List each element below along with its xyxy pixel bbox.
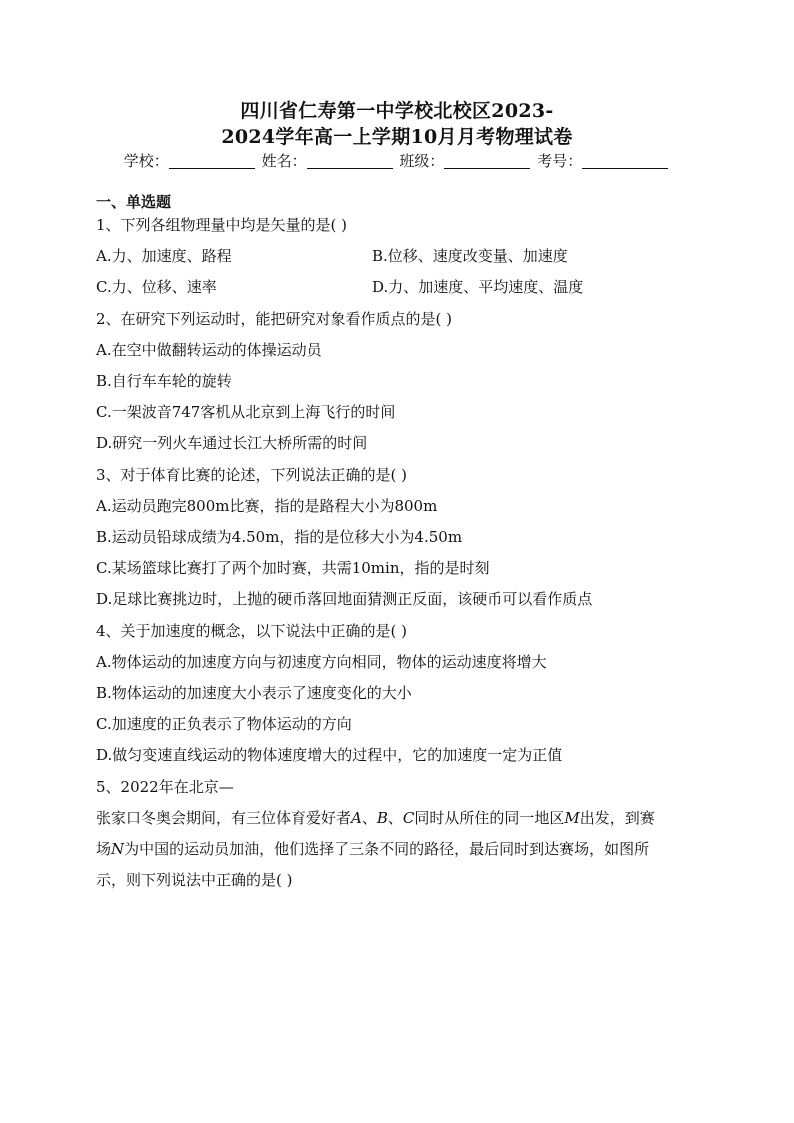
class-label: 班级： bbox=[399, 152, 445, 170]
q5-text: 场 bbox=[96, 840, 112, 858]
exam-title-line-2: 2024学年高一上学期10月月考物理试卷 bbox=[221, 126, 573, 148]
q5-text: 张家口冬奥会期间，有三位体育爱好者 bbox=[96, 809, 352, 827]
question-3-option-b: B.运动员铅球成绩为4.50m，指的是位移大小为4.50m bbox=[96, 528, 463, 546]
q5-var-b: B bbox=[376, 809, 388, 827]
question-4-option-a: A.物体运动的加速度方向与初速度方向相同，物体的运动速度将增大 bbox=[96, 653, 547, 671]
question-5-stem-line-3 bbox=[96, 838, 649, 859]
question-1-option-d: D.力、加速度、平均速度、温度 bbox=[372, 278, 584, 296]
class-blank bbox=[444, 152, 530, 169]
q5-text: 同时从所住的同一地区 bbox=[414, 809, 565, 827]
q5-text: 、 bbox=[361, 809, 377, 827]
question-2-stem: 2、在研究下列运动时，能把研究对象看作质点的是( ) bbox=[96, 310, 453, 328]
q5-text: 为中国的运动员加油，他们选择了三条不同的路径，最后同时到达赛场，如图所 bbox=[124, 840, 650, 858]
question-1-stem: 1、下列各组物理量中均是矢量的是( ) bbox=[96, 216, 348, 234]
question-2-option-d: D.研究一列火车通过长江大桥所需的时间 bbox=[96, 434, 368, 452]
question-3-option-c: C.某场篮球比赛打了两个加时赛，共需10min，指的是时刻 bbox=[96, 559, 490, 577]
exam-number-blank bbox=[582, 152, 668, 169]
school-blank bbox=[169, 152, 255, 169]
q5-text: 出发，到赛 bbox=[579, 809, 655, 827]
question-4-option-d: D.做匀变速直线运动的物体速度增大的过程中，它的加速度一定为正值 bbox=[96, 746, 563, 764]
question-3-stem: 3、对于体育比赛的论述，下列说法正确的是( ) bbox=[96, 466, 408, 484]
question-2-option-c: C.一架波音747客机从北京到上海飞行的时间 bbox=[96, 403, 396, 421]
name-label: 姓名： bbox=[261, 152, 307, 170]
question-4-option-c: C.加速度的正负表示了物体运动的方向 bbox=[96, 715, 352, 733]
q5-var-n: N bbox=[111, 840, 125, 858]
q5-text: 、 bbox=[387, 809, 403, 827]
q5-var-c: C bbox=[402, 809, 415, 827]
question-5-stem-line-2 bbox=[96, 807, 655, 828]
question-4-stem: 4、关于加速度的概念，以下说法中正确的是( ) bbox=[96, 622, 408, 640]
question-2-option-b: B.自行车车轮的旋转 bbox=[96, 372, 232, 390]
q5-var-a: A bbox=[351, 809, 362, 827]
exam-title-line-1: 四川省仁寿第一中学校北校区2023- bbox=[240, 100, 554, 122]
name-blank bbox=[307, 152, 393, 169]
question-5-stem-line-1: 5、2022年在北京— bbox=[96, 778, 234, 796]
question-5-stem-line-4: 示，则下列说法中正确的是( ) bbox=[96, 871, 293, 889]
question-2-option-a: A.在空中做翻转运动的体操运动员 bbox=[96, 341, 322, 359]
question-3-option-a: A.运动员跑完800m比赛，指的是路程大小为800m bbox=[96, 497, 438, 515]
question-1-option-b: B.位移、速度改变量、加速度 bbox=[372, 247, 568, 265]
question-4-option-b: B.物体运动的加速度大小表示了速度变化的大小 bbox=[96, 684, 412, 702]
question-1-option-c: C.力、位移、速率 bbox=[96, 278, 217, 296]
question-3-option-d: D.足球比赛挑边时，上抛的硬币落回地面猜测正反面，该硬币可以看作质点 bbox=[96, 590, 593, 608]
school-label: 学校： bbox=[123, 152, 169, 170]
student-info-row bbox=[0, 150, 794, 171]
q5-var-m: M bbox=[564, 809, 580, 827]
question-1-option-a: A.力、加速度、路程 bbox=[96, 247, 232, 265]
exam-number-label: 考号： bbox=[537, 152, 583, 170]
section-title: 一、单选题 bbox=[96, 193, 172, 211]
